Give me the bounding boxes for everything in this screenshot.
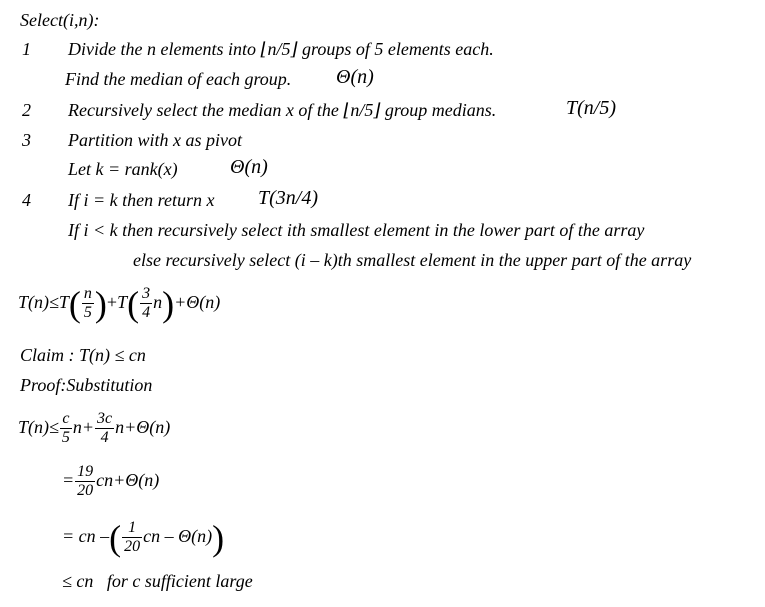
fraction-3-over-4: [140, 285, 152, 322]
fraction-numerator: 3c: [97, 410, 113, 428]
fraction-denominator: 4: [95, 428, 114, 447]
step-number-2: 2: [22, 100, 31, 120]
fraction-numerator: c: [62, 410, 70, 428]
fraction-denominator: 20: [77, 482, 94, 500]
step-4c-text: else recursively select (i – k)th smallest element in the upper part of the array: [133, 250, 692, 270]
recurrence-t1: T: [58, 292, 69, 312]
fraction-denominator: 5: [83, 304, 92, 322]
step-3b-text: Let k = rank(x): [68, 159, 178, 179]
step-number-3: 3: [22, 130, 31, 150]
proof-line: Proof:Substitution: [20, 375, 153, 395]
claim-line: Claim : T(n) ≤ cn: [20, 345, 146, 365]
recurrence-tail: +Θ(n): [174, 292, 221, 312]
derivation-line-2: [62, 458, 159, 502]
paren-open-2: (: [127, 283, 140, 324]
recurrence-t2: T: [117, 292, 128, 312]
fraction-3c-over-4: [95, 410, 114, 447]
algorithm-header: Select(i,n):: [20, 10, 100, 30]
derivation-tail: n+Θ(n): [115, 417, 171, 437]
step-1-text: Divide the n elements into ⌊n/5⌋ groups of 5 elements each.: [68, 39, 494, 59]
derivation-equals: =: [62, 470, 75, 490]
step-1b-text: Find the median of each group.: [65, 69, 292, 89]
paren-open-3: (: [109, 517, 122, 558]
fraction-numerator: n: [83, 285, 92, 303]
fraction-numerator: 1: [128, 519, 137, 537]
step-3b-cost: Θ(n): [230, 156, 268, 178]
derivation-tail: cn+Θ(n): [96, 470, 160, 490]
paren-open-1: (: [68, 283, 81, 324]
step-number-4: 4: [22, 190, 31, 210]
derivation-line-4: ≤ cn for c sufficient large: [62, 571, 253, 591]
step-4b-text: If i < k then recursively select ith smallest element in the lower part of the array: [68, 220, 645, 240]
derivation-line-1: [18, 405, 170, 449]
paren-close-3: ): [212, 517, 225, 558]
recurrence-equation: [18, 282, 220, 322]
fraction-c-over-5: [60, 410, 72, 447]
fraction-numerator: 19: [77, 463, 94, 481]
recurrence-lhs: T(n)≤: [18, 292, 59, 312]
derivation-lead: = cn –: [62, 526, 110, 546]
step-2-cost: T(n/5): [566, 97, 616, 119]
step-number-1: 1: [22, 39, 31, 59]
derivation-lhs: T(n)≤: [18, 417, 59, 437]
fraction-n-over-5: [82, 285, 94, 322]
fraction-denominator: 20: [124, 538, 141, 556]
derivation-line-3: [62, 514, 224, 558]
fraction-19-over-20: [75, 463, 95, 500]
fraction-1-over-20: [122, 519, 142, 556]
step-1b-cost: Θ(n): [336, 66, 374, 88]
derivation-mid: n+: [72, 417, 95, 437]
recurrence-n: n: [153, 292, 163, 312]
paren-close-1: ): [94, 283, 107, 324]
step-4-text: If i = k then return x: [68, 190, 215, 210]
fraction-denominator: 5: [61, 429, 70, 447]
fraction-denominator: 4: [142, 304, 151, 322]
fraction-numerator: 3: [142, 285, 151, 303]
step-3-text: Partition with x as pivot: [68, 130, 242, 150]
derivation-tail: cn – Θ(n): [143, 526, 213, 546]
recurrence-plus: +: [106, 292, 118, 312]
step-2-text: Recursively select the median x of the ⌊n/5⌋ group medians.: [68, 100, 497, 120]
paren-close-2: ): [162, 283, 175, 324]
step-4-cost: T(3n/4): [258, 187, 318, 209]
